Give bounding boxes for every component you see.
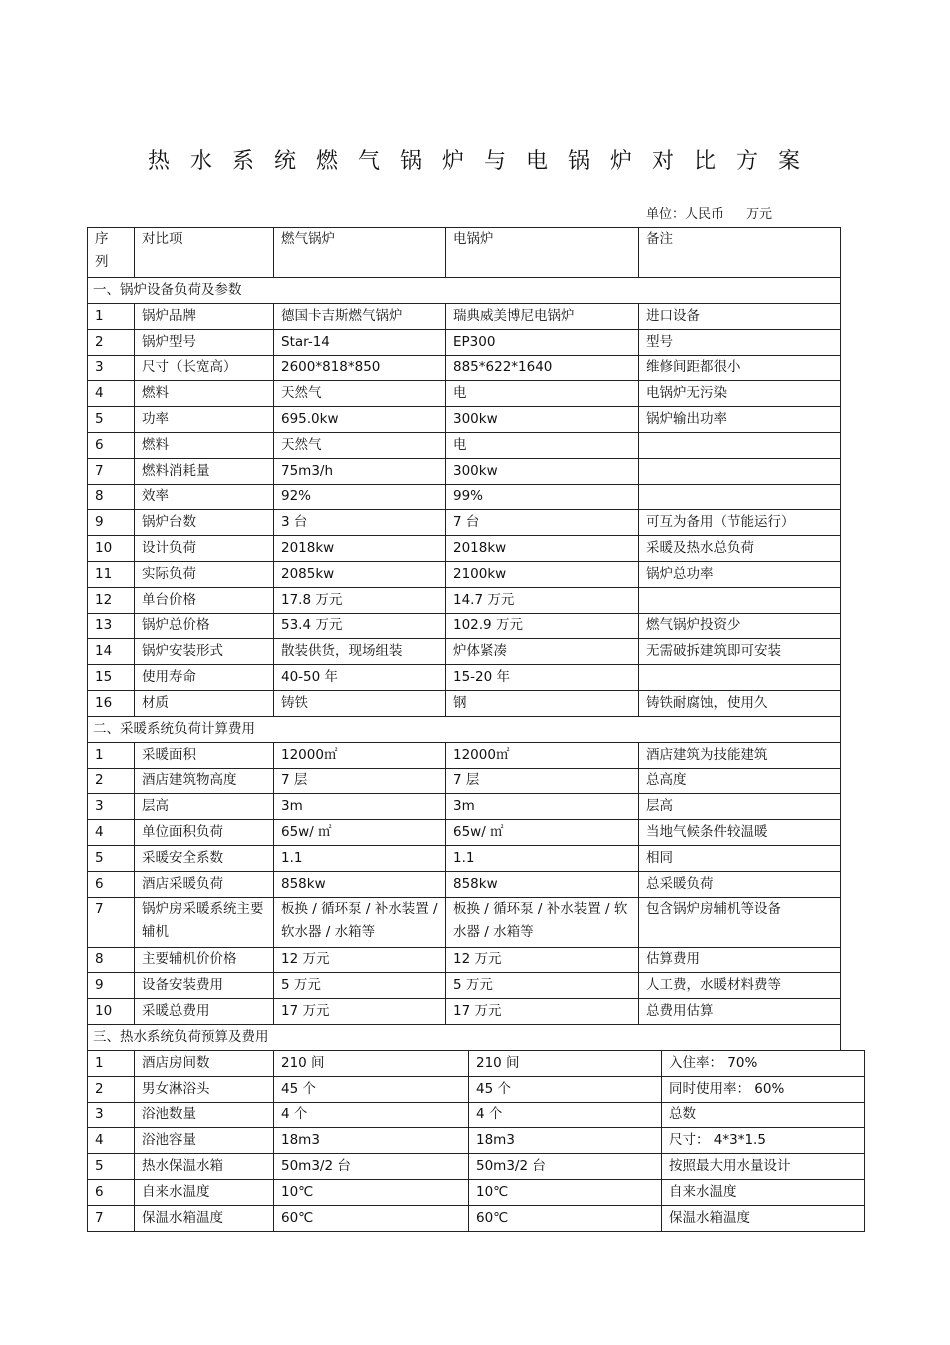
cell-gas: 18m3 [274,1128,469,1154]
section-title: 三、热水系统负荷预算及费用 [88,1024,841,1050]
cell-item: 使用寿命 [135,665,274,691]
cell-note: 锅炉输出功率 [639,407,841,433]
cell-item: 设计负荷 [135,536,274,562]
cell-note: 尺寸： 4*3*1.5 [662,1128,865,1154]
cell-note: 可互为备用（节能运行） [639,510,841,536]
cell-gas: 10℃ [274,1179,469,1205]
cell-gas: 210 间 [274,1051,469,1077]
cell-seq: 1 [88,1051,135,1077]
cell-item: 男女淋浴头 [135,1076,274,1102]
cell-seq: 3 [88,355,135,381]
header-note: 备注 [639,228,841,278]
cell-gas: 2018kw [274,536,446,562]
cell-item: 单位面积负荷 [135,820,274,846]
cell-seq: 10 [88,536,135,562]
section2-title-row [88,716,841,742]
cell-item: 效率 [135,484,274,510]
cell-note: 保温水箱温度 [662,1205,865,1231]
cell-gas: 40-50 年 [274,665,446,691]
table-row [88,329,841,355]
cell-gas: 2600*818*850 [274,355,446,381]
cell-gas: 65w/ ㎡ [274,820,446,846]
table-row [88,1154,865,1180]
cell-gas: 695.0kw [274,407,446,433]
cell-seq: 10 [88,999,135,1025]
cell-note: 型号 [639,329,841,355]
table-row [88,1102,865,1128]
cell-gas: 天然气 [274,432,446,458]
cell-electric: 12000㎡ [446,742,639,768]
cell-note: 电锅炉无污染 [639,381,841,407]
cell-gas: 天然气 [274,381,446,407]
table-row [88,355,841,381]
table-row [88,690,841,716]
cell-electric: 10℃ [469,1179,662,1205]
table-row [88,973,841,999]
unit-note [646,203,772,222]
cell-electric: 4 个 [469,1102,662,1128]
cell-electric: 17 万元 [446,999,639,1025]
cell-seq: 9 [88,510,135,536]
cell-note: 包含锅炉房辅机等设备 [639,897,841,947]
unit-label: 单位：人民币 [646,207,725,222]
cell-electric: 300kw [446,458,639,484]
cell-note: 总数 [662,1102,865,1128]
cell-seq: 3 [88,1102,135,1128]
cell-electric: 板换 / 循环泵 / 补水装置 / 软水器 / 水箱等 [446,897,639,947]
cell-seq: 2 [88,1076,135,1102]
cell-item: 热水保温水箱 [135,1154,274,1180]
cell-seq: 12 [88,587,135,613]
cell-item: 燃料 [135,381,274,407]
cell-note: 相同 [639,845,841,871]
cell-electric: 858kw [446,871,639,897]
cell-note: 估算费用 [639,947,841,973]
section3-title-row [88,1024,841,1050]
cell-gas: 4 个 [274,1102,469,1128]
cell-note [639,665,841,691]
cell-seq: 16 [88,690,135,716]
table-row [88,845,841,871]
cell-electric: 60℃ [469,1205,662,1231]
cell-gas: 1.1 [274,845,446,871]
cell-electric: 1.1 [446,845,639,871]
table-row [88,871,841,897]
cell-seq: 7 [88,458,135,484]
cell-electric: 2100kw [446,561,639,587]
table-row [88,407,841,433]
cell-note: 无需破拆建筑即可安装 [639,639,841,665]
cell-seq: 7 [88,1205,135,1231]
cell-note: 层高 [639,794,841,820]
cell-item: 主要辅机价价格 [135,947,274,973]
header-electric: 电锅炉 [446,228,639,278]
table-row [88,639,841,665]
cell-item: 功率 [135,407,274,433]
cell-gas: 50m3/2 台 [274,1154,469,1180]
cell-note: 铸铁耐腐蚀，使用久 [639,690,841,716]
cell-item: 锅炉品牌 [135,304,274,330]
table-row [88,561,841,587]
cell-note: 总采暖负荷 [639,871,841,897]
table-row [88,1128,865,1154]
table-row [88,742,841,768]
table-row [88,1179,865,1205]
cell-note [639,484,841,510]
cell-electric: 5 万元 [446,973,639,999]
cell-seq: 8 [88,484,135,510]
cell-item: 采暖总费用 [135,999,274,1025]
cell-seq: 13 [88,613,135,639]
cell-seq: 3 [88,794,135,820]
cell-electric: 2018kw [446,536,639,562]
cell-item: 锅炉型号 [135,329,274,355]
cell-electric: 炉体紧凑 [446,639,639,665]
cell-item: 酒店建筑物高度 [135,768,274,794]
cell-item: 锅炉房采暖系统主要辅机 [135,897,274,947]
cell-gas: 12000㎡ [274,742,446,768]
cell-electric: 瑞典威美博尼电锅炉 [446,304,639,330]
cell-item: 燃料消耗量 [135,458,274,484]
cell-note [639,432,841,458]
cell-seq: 7 [88,897,135,947]
cell-note: 锅炉总功率 [639,561,841,587]
cell-gas: 17 万元 [274,999,446,1025]
page-title: 热水系统燃气锅炉与电锅炉对比方案 [147,149,820,174]
cell-note: 总高度 [639,768,841,794]
cell-electric: 钢 [446,690,639,716]
table-row [88,1076,865,1102]
cell-seq: 2 [88,329,135,355]
cell-item: 浴池容量 [135,1128,274,1154]
cell-seq: 15 [88,665,135,691]
cell-electric: 电 [446,432,639,458]
cell-seq: 11 [88,561,135,587]
cell-item: 设备安装费用 [135,973,274,999]
cell-item: 自来水温度 [135,1179,274,1205]
table-row [88,613,841,639]
table-row [88,484,841,510]
table-row [88,665,841,691]
table-row [88,381,841,407]
cell-seq: 9 [88,973,135,999]
cell-note: 自来水温度 [662,1179,865,1205]
table-row [88,947,841,973]
cell-electric: 885*622*1640 [446,355,639,381]
cell-seq: 4 [88,1128,135,1154]
cell-seq: 5 [88,407,135,433]
cell-item: 浴池数量 [135,1102,274,1128]
table-row [88,432,841,458]
cell-seq: 6 [88,871,135,897]
cell-seq: 2 [88,768,135,794]
cell-item: 层高 [135,794,274,820]
cell-gas: 12 万元 [274,947,446,973]
cell-gas: 铸铁 [274,690,446,716]
table-row [88,536,841,562]
cell-seq: 4 [88,381,135,407]
cell-gas: 德国卡吉斯燃气锅炉 [274,304,446,330]
cell-note: 酒店建筑为技能建筑 [639,742,841,768]
cell-electric: 102.9 万元 [446,613,639,639]
cell-item: 保温水箱温度 [135,1205,274,1231]
table-row [88,999,841,1025]
cell-note: 采暖及热水总负荷 [639,536,841,562]
cell-note: 按照最大用水量设计 [662,1154,865,1180]
cell-item: 材质 [135,690,274,716]
section1-title-row [88,278,841,304]
cell-gas: 53.4 万元 [274,613,446,639]
cell-note: 燃气锅炉投资少 [639,613,841,639]
cell-gas: 45 个 [274,1076,469,1102]
cell-electric: 电 [446,381,639,407]
cell-gas: 3m [274,794,446,820]
table-row [88,510,841,536]
cell-note: 进口设备 [639,304,841,330]
cell-electric: 300kw [446,407,639,433]
cell-note: 总费用估算 [639,999,841,1025]
hot-water-table [87,1050,865,1232]
cell-gas: 3 台 [274,510,446,536]
table-row [88,794,841,820]
cell-note: 同时使用率： 60% [662,1076,865,1102]
cell-seq: 1 [88,304,135,330]
cell-gas: 板换 / 循环泵 / 补水装置 / 软水器 / 水箱等 [274,897,446,947]
cell-seq: 5 [88,1154,135,1180]
cell-electric: 50m3/2 台 [469,1154,662,1180]
cell-gas: 17.8 万元 [274,587,446,613]
cell-electric: EP300 [446,329,639,355]
cell-note: 人工费，水暖材料费等 [639,973,841,999]
cell-item: 锅炉总价格 [135,613,274,639]
cell-gas: 7 层 [274,768,446,794]
cell-note [639,458,841,484]
cell-electric: 99% [446,484,639,510]
table-row [88,1205,865,1231]
cell-electric: 7 台 [446,510,639,536]
cell-gas: Star-14 [274,329,446,355]
cell-electric: 65w/ ㎡ [446,820,639,846]
cell-electric: 7 层 [446,768,639,794]
header-gas: 燃气锅炉 [274,228,446,278]
cell-item: 采暖面积 [135,742,274,768]
comparison-table [87,227,841,1051]
table-row [88,820,841,846]
table-row [88,897,841,947]
cell-gas: 散装供货，现场组装 [274,639,446,665]
cell-electric: 210 间 [469,1051,662,1077]
cell-seq: 8 [88,947,135,973]
cell-item: 尺寸（长宽高） [135,355,274,381]
cell-seq: 1 [88,742,135,768]
cell-note [639,587,841,613]
cell-item: 锅炉安装形式 [135,639,274,665]
cell-seq: 5 [88,845,135,871]
table-row [88,304,841,330]
cell-note: 维修间距都很小 [639,355,841,381]
table-row [88,1051,865,1077]
section-title: 二、采暖系统负荷计算费用 [88,716,841,742]
cell-item: 锅炉台数 [135,510,274,536]
section-title: 一、锅炉设备负荷及参数 [88,278,841,304]
cell-electric: 18m3 [469,1128,662,1154]
cell-seq: 6 [88,432,135,458]
cell-gas: 858kw [274,871,446,897]
cell-electric: 12 万元 [446,947,639,973]
cell-item: 酒店采暖负荷 [135,871,274,897]
table-row [88,768,841,794]
header-seq: 序列 [88,228,135,278]
cell-note: 当地气候条件较温暖 [639,820,841,846]
cell-seq: 4 [88,820,135,846]
cell-gas: 2085kw [274,561,446,587]
cell-electric: 3m [446,794,639,820]
cell-item: 单台价格 [135,587,274,613]
cell-seq: 14 [88,639,135,665]
cell-item: 酒店房间数 [135,1051,274,1077]
cell-electric: 45 个 [469,1076,662,1102]
table-row [88,587,841,613]
cell-note: 入住率： 70% [662,1051,865,1077]
cell-electric: 14.7 万元 [446,587,639,613]
cell-item: 燃料 [135,432,274,458]
table-row [88,458,841,484]
header-item: 对比项 [135,228,274,278]
cell-gas: 5 万元 [274,973,446,999]
cell-seq: 6 [88,1179,135,1205]
header-row [88,228,841,278]
cell-gas: 75m3/h [274,458,446,484]
cell-gas: 92% [274,484,446,510]
cell-item: 实际负荷 [135,561,274,587]
unit-value: 万元 [746,207,773,222]
cell-gas: 60℃ [274,1205,469,1231]
cell-item: 采暖安全系数 [135,845,274,871]
cell-electric: 15-20 年 [446,665,639,691]
